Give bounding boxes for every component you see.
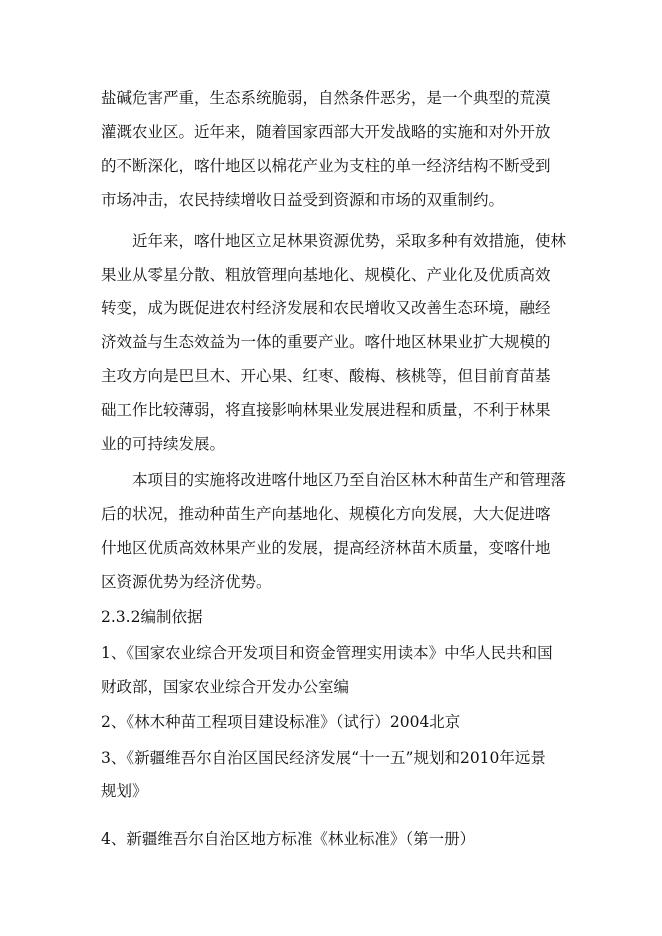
paragraph-2-line-2: 果业从零星分散、粗放管理向基地化、规模化、产业化及优质高效 (101, 266, 551, 284)
reference-3-line-1: 3、《新疆维吾尔自治区国民经济发展“十一五”规划和2010年远景 (101, 749, 546, 767)
paragraph-1-line-2: 灌溉农业区。近年来，随着国家西部大开发战略的实施和对外开放 (101, 123, 551, 141)
paragraph-2-line-1: 近年来，喀什地区立足林果资源优势，采取多种有效措施，使林 (132, 232, 567, 250)
reference-2: 2、《林木种苗工程项目建设标准》（试行）2004北京 (101, 713, 461, 731)
paragraph-2-line-6: 础工作比较薄弱，将直接影响林果业发展进程和质量，不利于林果 (101, 401, 551, 419)
reference-1-line-1: 1、《国家农业综合开发项目和资金管理实用读本》中华人民共和国 (101, 644, 553, 662)
reference-1-line-2: 财政部，国家农业综合开发办公室编 (101, 678, 350, 696)
paragraph-2-line-7: 业的可持续发展。 (101, 435, 226, 453)
paragraph-3-line-3: 什地区优质高效林果产业的发展，提高经济林苗木质量，变喀什地 (101, 539, 551, 557)
paragraph-1-line-1: 盐碱危害严重，生态系统脆弱，自然条件恶劣，是一个典型的荒漠 (101, 89, 551, 107)
paragraph-2-line-5: 主攻方向是巴旦木、开心果、红枣、酸梅、核桃等，但目前育苗基 (101, 367, 551, 385)
reference-3-line-2: 规划》 (101, 782, 148, 800)
paragraph-3-line-4: 区资源优势为经济优势。 (101, 573, 272, 591)
paragraph-3-line-2: 后的状况，推动种苗生产向基地化、规模化方向发展，大大促进喀 (101, 505, 551, 523)
paragraph-1-line-3: 的不断深化，喀什地区以棉花产业为支柱的单一经济结构不断受到 (101, 157, 551, 175)
paragraph-2-line-3: 转变，成为既促进农村经济发展和农民增收又改善生态环境，融经 (101, 299, 551, 317)
section-heading: 2.3.2编制依据 (101, 608, 203, 626)
paragraph-2-line-4: 济效益与生态效益为一体的重要产业。喀什地区林果业扩大规模的 (101, 333, 551, 351)
paragraph-3-line-1: 本项目的实施将改进喀什地区乃至自治区林木种苗生产和管理落 (132, 471, 567, 489)
paragraph-1-line-4: 市场冲击，农民持续增收日益受到资源和市场的双重制约。 (101, 191, 505, 209)
reference-4: 4、新疆维吾尔自治区地方标准《林业标准》（第一册） (101, 830, 476, 848)
